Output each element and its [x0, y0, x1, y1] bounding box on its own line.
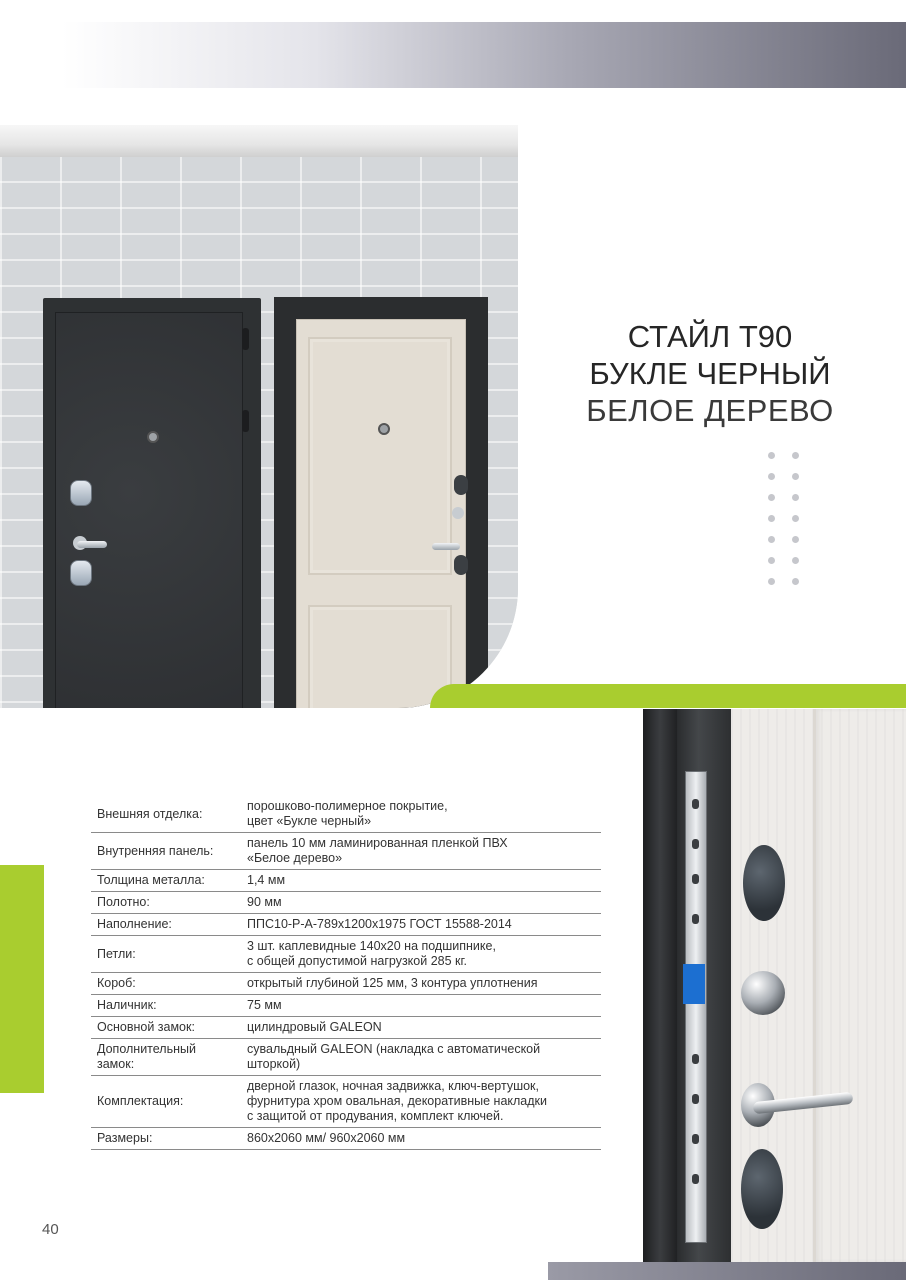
spec-value: открытый глубиной 125 мм, 3 контура уплотнения	[241, 973, 601, 995]
spec-value: сувальдный GALEON (накладка с автоматической шторкой)	[241, 1039, 601, 1076]
spec-label: Петли:	[91, 936, 241, 973]
spec-row	[91, 1128, 601, 1150]
spec-row	[91, 1039, 601, 1076]
spec-row	[91, 892, 601, 914]
spec-label: Основной замок:	[91, 1017, 241, 1039]
spec-value: порошково-полимерное покрытие, цвет «Букле черный»	[241, 796, 601, 833]
footer-gradient-band	[548, 1262, 906, 1280]
door-panel-white-wood	[296, 319, 466, 708]
spec-value: 3 шт. каплевидные 140х20 на подшипнике, с общей допустимой нагрузкой 285 кг.	[241, 936, 601, 973]
spec-row	[91, 973, 601, 995]
spec-row	[91, 914, 601, 936]
night-latch-knob	[741, 971, 785, 1015]
spec-value: цилиндровый GALEON	[241, 1017, 601, 1039]
spec-value: 1,4 мм	[241, 870, 601, 892]
accent-green-block	[0, 865, 44, 1093]
spec-row	[91, 936, 601, 973]
page-number: 40	[42, 1221, 59, 1238]
spec-label: Короб:	[91, 973, 241, 995]
panel-moulding-closeup	[813, 709, 906, 1262]
spec-label: Внешняя отделка:	[91, 796, 241, 833]
title-interior-finish: БЕЛОЕ ДЕРЕВО	[586, 393, 834, 428]
ceiling-cornice	[0, 125, 518, 157]
spec-label: Внутренняя панель:	[91, 833, 241, 870]
header-gradient-band	[62, 22, 906, 88]
spec-row	[91, 833, 601, 870]
spec-label: Комплектация:	[91, 1076, 241, 1128]
product-title	[560, 318, 860, 429]
lock-label-blue	[683, 964, 705, 1004]
spec-row	[91, 995, 601, 1017]
spec-value: 860х2060 мм/ 960х2060 мм	[241, 1128, 601, 1150]
spec-label: Размеры:	[91, 1128, 241, 1150]
specifications-table	[91, 796, 601, 1150]
lock-overlay-lower	[454, 555, 468, 575]
lock-overlay-upper	[454, 475, 468, 495]
door-photo	[0, 125, 518, 708]
spec-label: Дополнительный замок:	[91, 1039, 241, 1076]
lock-plate-lower	[70, 560, 92, 586]
lock-overlay-upper	[743, 845, 785, 921]
door-exterior-side	[43, 298, 261, 708]
door-interior-side	[274, 297, 488, 708]
title-exterior-finish: БУКЛЕ ЧЕРНЫЙ	[589, 356, 831, 391]
night-latch	[452, 507, 464, 519]
decorative-dots	[766, 452, 802, 588]
panel-moulding-bottom	[308, 605, 452, 708]
spec-label: Полотно:	[91, 892, 241, 914]
hinge-icon	[242, 410, 249, 432]
spec-row	[91, 1076, 601, 1128]
hinge-icon	[242, 328, 249, 350]
spec-row	[91, 796, 601, 833]
panel-moulding-top	[308, 337, 452, 575]
door-handle	[432, 543, 460, 550]
title-model: СТАЙЛ Т90	[627, 319, 793, 354]
peephole-icon	[147, 431, 159, 443]
spec-label: Толщина металла:	[91, 870, 241, 892]
door-frame	[643, 709, 677, 1262]
lock-plate-upper	[70, 480, 92, 506]
spec-label: Наличник:	[91, 995, 241, 1017]
door-leaf-black	[55, 312, 243, 708]
lock-overlay-lower	[741, 1149, 783, 1229]
spec-row	[91, 1017, 601, 1039]
door-lock-closeup-photo	[643, 709, 906, 1262]
spec-value: панель 10 мм ламинированная пленкой ПВХ «Белое дерево»	[241, 833, 601, 870]
spec-value: 75 мм	[241, 995, 601, 1017]
spec-value: 90 мм	[241, 892, 601, 914]
door-handle	[77, 541, 107, 548]
spec-row	[91, 870, 601, 892]
spec-value: ППС10-Р-А-789х1200х1975 ГОСТ 15588-2014	[241, 914, 601, 936]
spec-value: дверной глазок, ночная задвижка, ключ-вертушок, фурнитура хром овальная, декоративные накладки с защитой от продувания, комплект ключей.	[241, 1076, 601, 1128]
accent-green-stripe	[430, 684, 906, 708]
peephole-icon	[378, 423, 390, 435]
spec-label: Наполнение:	[91, 914, 241, 936]
